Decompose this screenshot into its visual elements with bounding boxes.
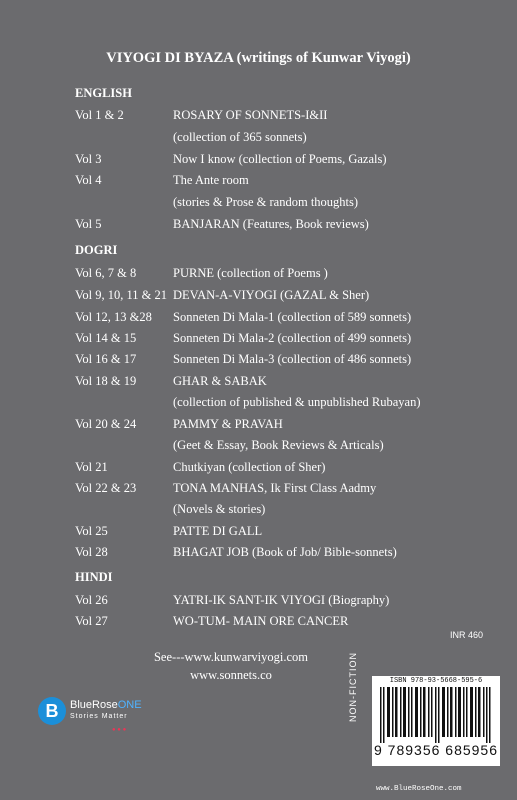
entry-volume: Vol 9, 10, 11 & 21: [75, 288, 168, 302]
entry-continuation: (collection of 365 sonnets): [173, 130, 307, 144]
entry-volume: Vol 18 & 19: [75, 374, 137, 388]
entry-title: GHAR & SABAK: [173, 374, 267, 388]
entry-title: BHAGAT JOB (Book of Job/ Bible-sonnets): [173, 545, 397, 559]
entry-volume: Vol 6, 7 & 8: [75, 266, 137, 280]
entry-row: [75, 152, 387, 167]
entry-row: [75, 310, 411, 325]
entry-title: DEVAN-A-VIYOGI (GAZAL & Sher): [173, 288, 370, 302]
entry-continuation: (Novels & stories): [173, 502, 266, 516]
entry-title: PURNE (collection of Poems ): [173, 266, 328, 280]
entry-title: Sonneten Di Mala-2 (collection of 499 sonnets): [173, 331, 412, 345]
entry-row: [75, 374, 267, 389]
entry-title: YATRI-IK SANT-IK VIYOGI (Biography): [173, 593, 390, 607]
entry-volume: Vol 22 & 23: [75, 481, 137, 495]
entry-row: [75, 266, 328, 281]
entry-row: [75, 352, 411, 367]
entry-volume: Vol 27: [75, 614, 108, 628]
entry-volume: Vol 4: [75, 173, 102, 187]
entry-volume: Vol 1 & 2: [75, 108, 124, 122]
website-link-primary: See---www.kunwarviyogi.com: [153, 650, 308, 664]
entry-volume: Vol 26: [75, 593, 108, 607]
publisher-logo: [38, 697, 148, 739]
entry-title: PATTE DI GALL: [173, 524, 263, 538]
publisher-name: [70, 699, 142, 711]
entry-volume: Vol 16 & 17: [75, 352, 137, 366]
entry-row: [75, 217, 369, 232]
publisher-name-accent: ONE: [117, 699, 142, 711]
entry-row: [75, 288, 369, 303]
entry-title: The Ante room: [173, 173, 249, 187]
entry-volume: Vol 25: [75, 524, 108, 538]
logo-badge-icon: B: [38, 697, 66, 725]
publisher-tagline: Stories Matter: [70, 713, 128, 720]
entry-title: Now I know (collection of Poems, Gazals): [173, 152, 387, 166]
entry-row: [75, 173, 249, 188]
social-icons: ● ● ●: [112, 727, 127, 733]
entry-title: Sonneten Di Mala-1 (collection of 589 sonnets): [173, 310, 412, 324]
publisher-name-part: BlueRose: [70, 699, 118, 711]
entry-continuation: (Geet & Essay, Book Reviews & Articals): [173, 438, 384, 452]
publisher-website: www.BlueRoseOne.com: [376, 785, 462, 793]
entry-volume: Vol 12, 13 &28: [75, 310, 152, 324]
entry-title: Sonneten Di Mala-3 (collection of 486 sonnets): [173, 352, 412, 366]
entry-row: [75, 417, 283, 432]
entry-row: [75, 331, 411, 346]
section-heading-dogri: DOGRI: [75, 243, 118, 257]
entry-volume: Vol 28: [75, 545, 108, 559]
isbn-number: 9 789356 685956: [374, 742, 498, 758]
section-heading-hindi: HINDI: [75, 570, 113, 584]
entry-continuation: (stories & Prose & random thoughts): [173, 195, 359, 209]
entry-volume: Vol 5: [75, 217, 102, 231]
entry-volume: Vol 20 & 24: [75, 417, 137, 431]
entry-row: [75, 545, 397, 560]
entry-title: WO-TUM- MAIN ORE CANCER: [173, 614, 349, 628]
website-link-secondary: www.sonnets.co: [190, 668, 272, 682]
barcode-icon: [380, 687, 492, 743]
entry-row: [75, 460, 325, 475]
entry-row: [75, 108, 327, 123]
page-title: VIYOGI DI BYAZA (writings of Kunwar Viyogi): [106, 50, 411, 66]
entry-row: [75, 593, 389, 608]
entry-volume: Vol 21: [75, 460, 108, 474]
entry-title: TONA MANHAS, Ik First Class Aadmy: [173, 481, 377, 495]
barcode-panel: [372, 676, 500, 766]
entry-row: [75, 614, 348, 629]
entry-continuation: (collection of published & unpublished Rubayan): [173, 395, 421, 409]
entry-row: [75, 481, 376, 496]
entry-title: Chutkiyan (collection of Sher): [173, 460, 326, 474]
isbn-text: ISBN 978-93-5668-595-6: [389, 677, 483, 685]
entry-volume: Vol 3: [75, 152, 102, 166]
price-label: INR 460: [450, 630, 484, 640]
entry-volume: Vol 14 & 15: [75, 331, 137, 345]
entry-row: [75, 524, 262, 539]
entry-title: ROSARY OF SONNETS-I&II: [173, 108, 328, 122]
entry-title: PAMMY & PRAVAH: [173, 417, 283, 431]
entry-title: BANJARAN (Features, Book reviews): [173, 217, 369, 231]
genre-label: NON-FICTION: [348, 652, 358, 722]
section-heading-english: ENGLISH: [75, 86, 132, 100]
